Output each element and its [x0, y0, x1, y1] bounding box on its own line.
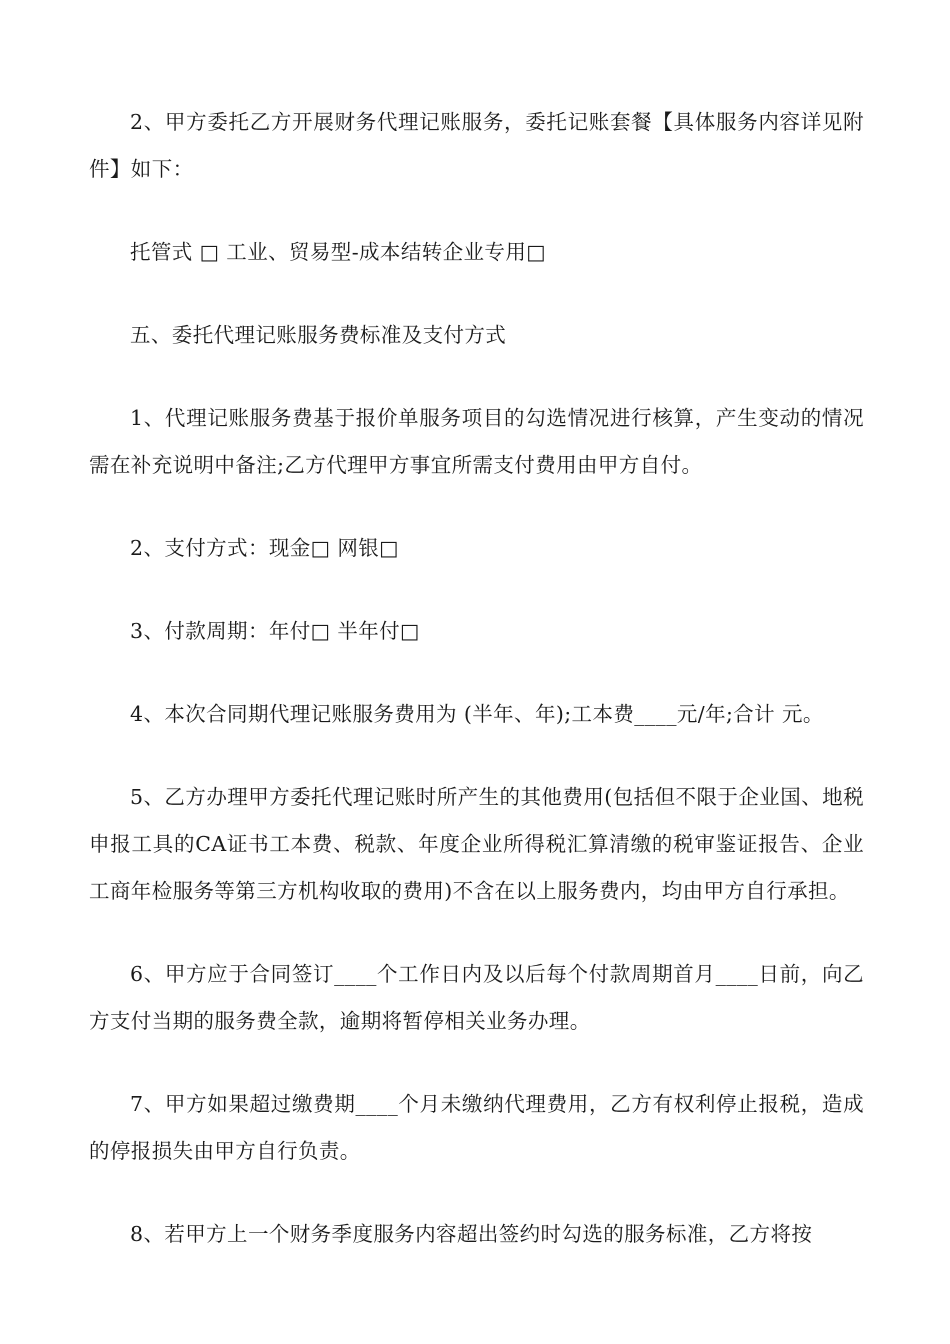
paragraph-payment-deadline: 6、甲方应于合同签订____个工作日内及以后每个付款周期首月____日前，向乙方支付当期的服务费全款，逾期将暂停相关业务办理。 [89, 962, 864, 1033]
paragraph-excess-service: 8、若甲方上一个财务季度服务内容超出签约时勾选的服务标准，乙方将按 [130, 1222, 813, 1246]
document-page [89, 99, 864, 1294]
paragraph-package-options: 托管式 □ 工业、贸易型-成本结转企业专用□ [130, 240, 546, 264]
paragraph-entrust-service: 2、甲方委托乙方开展财务代理记账服务，委托记账套餐【具体服务内容详见附件】如下： [89, 110, 864, 181]
section-heading-fees: 五、委托代理记账服务费标准及支付方式 [130, 323, 507, 347]
paragraph-fee-amount: 4、本次合同期代理记账服务费用为 (半年、年);工本费____元/年;合计 元。 [130, 702, 824, 726]
paragraph-fee-basis: 1、代理记账服务费基于报价单服务项目的勾选情况进行核算，产生变动的情况需在补充说明中备注;乙方代理甲方事宜所需支付费用由甲方自付。 [89, 406, 864, 477]
paragraph-payment-cycle: 3、付款周期：年付□ 半年付□ [130, 619, 420, 643]
paragraph-other-fees: 5、乙方办理甲方委托代理记账时所产生的其他费用(包括但不限于企业国、地税申报工具的CA证书工本费、税款、年度企业所得税汇算清缴的税审鉴证报告、企业工商年检服务等第三方机构收取的费用)不含在以上服务费内，均由甲方自行承担。 [89, 785, 864, 903]
paragraph-payment-method: 2、支付方式：现金□ 网银□ [130, 536, 399, 560]
paragraph-overdue: 7、甲方如果超过缴费期____个月未缴纳代理费用，乙方有权利停止报税，造成的停报损失由甲方自行负责。 [89, 1092, 864, 1163]
